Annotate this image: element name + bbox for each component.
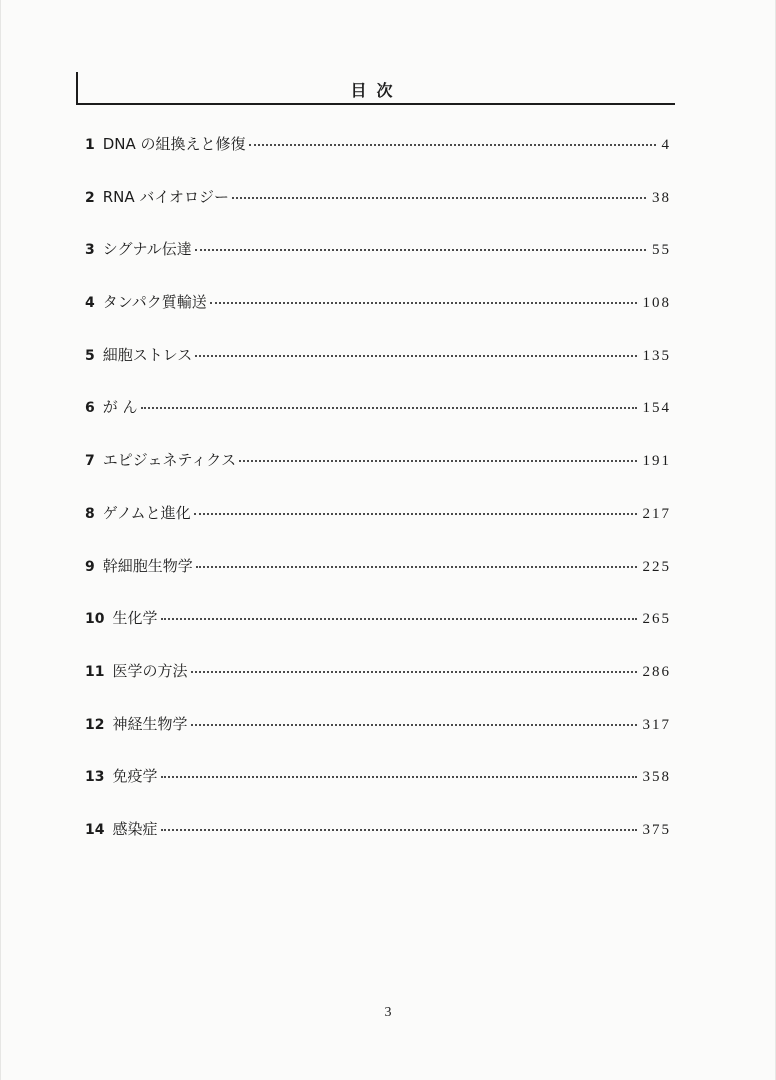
chapter-page-number: 55: [652, 242, 671, 259]
chapter-title: シグナル伝達: [102, 240, 192, 259]
chapter-title: タンパク質輸送: [102, 293, 207, 312]
chapter-title: 幹細胞生物学: [102, 556, 193, 575]
dot-leader: [195, 243, 646, 251]
chapter-title: 神経生物学: [112, 714, 188, 733]
chapter-number: 1: [85, 137, 95, 153]
chapter-title: 細胞ストレス: [102, 345, 193, 364]
chapter-number: 8: [85, 505, 95, 522]
dot-leader: [161, 823, 637, 831]
chapter-title: 医学の方法: [112, 661, 188, 680]
chapter-page-number: 265: [642, 611, 671, 628]
chapter-page-number: 108: [642, 295, 671, 312]
chapter-page-number: 4: [661, 137, 671, 153]
chapter-title: ゲノムと進化: [102, 503, 191, 522]
chapter-page-number: 191: [642, 453, 671, 470]
toc-entry: [85, 713, 671, 739]
chapter-page-number: 154: [642, 400, 671, 417]
chapter-number: 3: [85, 242, 95, 259]
chapter-page-number: 225: [642, 558, 671, 575]
dot-leader: [249, 138, 656, 146]
chapter-number: 10: [85, 611, 105, 628]
chapter-page-number: 358: [642, 769, 671, 786]
toc-entry: [85, 449, 671, 475]
dot-leader: [161, 612, 637, 620]
dot-leader: [194, 507, 637, 515]
dot-leader: [232, 191, 646, 199]
chapter-title: DNA の組換えと修復: [102, 135, 246, 153]
toc-entry: [85, 396, 671, 422]
dot-leader: [161, 770, 637, 778]
toc-entry: [85, 502, 671, 528]
toc-entry: [85, 607, 671, 633]
page-number: 3: [384, 1005, 392, 1020]
toc-entry: [85, 555, 671, 581]
chapter-number: 11: [85, 663, 105, 680]
toc-entry: [85, 344, 671, 370]
dot-leader: [239, 454, 636, 462]
dot-leader: [195, 349, 636, 357]
chapter-title: 生化学: [112, 609, 158, 628]
dot-leader: [196, 560, 637, 568]
chapter-number: 2: [85, 189, 95, 206]
chapter-number: 14: [85, 821, 105, 838]
toc-header: [76, 72, 675, 105]
chapter-title: が ん: [102, 398, 138, 417]
chapter-number: 9: [85, 558, 95, 575]
dot-leader: [210, 296, 637, 304]
dot-leader: [191, 665, 637, 673]
chapter-title: エピジェネティクス: [102, 451, 237, 470]
chapter-page-number: 375: [642, 821, 671, 838]
chapter-number: 6: [85, 400, 95, 417]
chapter-number: 4: [85, 295, 95, 312]
toc-entry: [85, 238, 671, 264]
dot-leader: [141, 401, 637, 409]
chapter-title: 感染症: [112, 819, 158, 838]
chapter-page-number: 135: [642, 347, 671, 364]
table-of-contents: [85, 133, 671, 871]
toc-entry: [85, 133, 671, 159]
toc-entry: [85, 818, 671, 844]
page-title: 目次: [350, 81, 403, 100]
chapter-title: 免疫学: [112, 767, 158, 786]
chapter-number: 5: [85, 347, 95, 364]
toc-entry: [85, 291, 671, 317]
chapter-page-number: 217: [642, 505, 671, 522]
chapter-number: 7: [85, 453, 95, 470]
chapter-number: 12: [85, 716, 105, 733]
toc-entry: [85, 186, 671, 212]
dot-leader: [191, 718, 637, 726]
chapter-page-number: 38: [652, 189, 671, 206]
toc-entry: [85, 765, 671, 791]
chapter-page-number: 286: [642, 663, 671, 680]
chapter-number: 13: [85, 769, 105, 786]
toc-entry: [85, 660, 671, 686]
chapter-title: RNA バイオロジー: [102, 187, 229, 206]
chapter-page-number: 317: [642, 716, 671, 733]
